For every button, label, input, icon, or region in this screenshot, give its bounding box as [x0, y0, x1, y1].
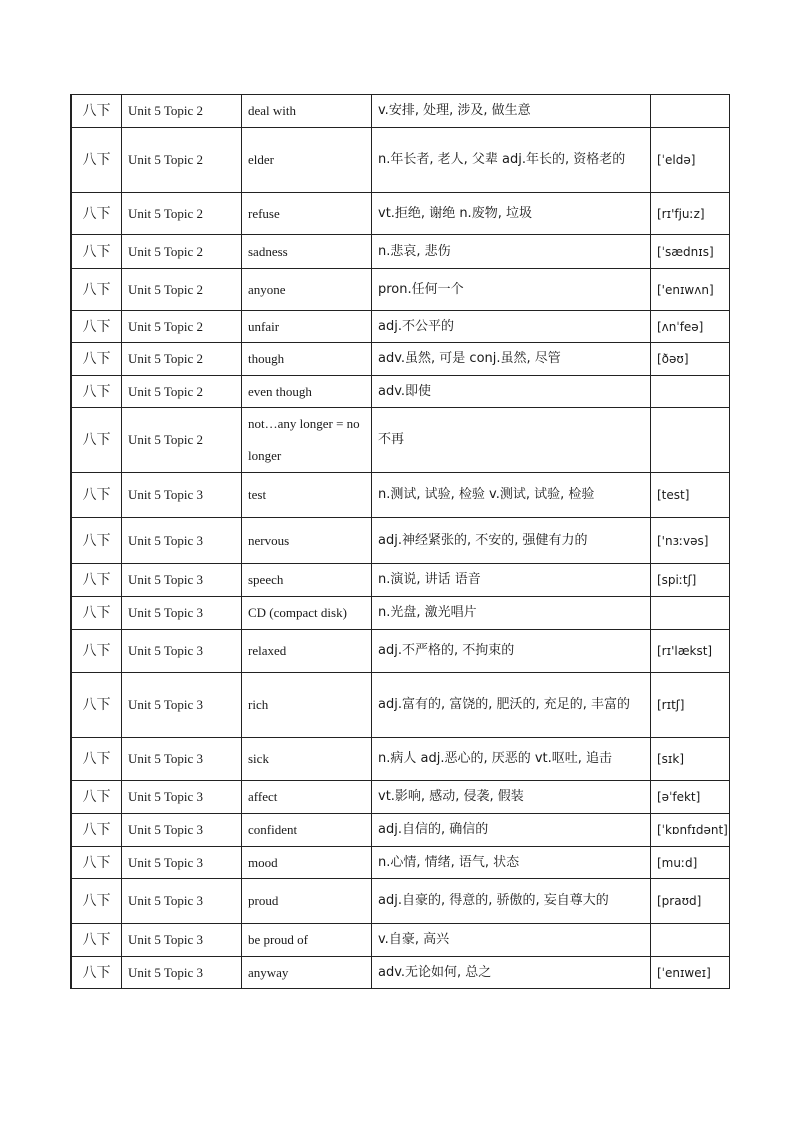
unit-cell: Unit 5 Topic 3 [122, 564, 242, 597]
word-cell: nervous [242, 518, 372, 564]
grade-cell: 八下 [71, 814, 122, 847]
unit-cell: Unit 5 Topic 2 [122, 193, 242, 235]
unit-cell: Unit 5 Topic 3 [122, 597, 242, 630]
table-row [71, 343, 730, 376]
grade-cell: 八下 [71, 235, 122, 269]
meaning-cell: adj.自豪的, 得意的, 骄傲的, 妄自尊大的 [372, 879, 651, 924]
grade-cell: 八下 [71, 673, 122, 738]
phonetic-cell: [sɪk] [651, 738, 730, 781]
meaning-cell: adj.神经紧张的, 不安的, 强健有力的 [372, 518, 651, 564]
phonetic-cell: [rɪ'fjuːz] [651, 193, 730, 235]
word-cell: even though [242, 376, 372, 408]
word-cell: test [242, 473, 372, 518]
word-cell: relaxed [242, 630, 372, 673]
word-cell: though [242, 343, 372, 376]
grade-cell: 八下 [71, 408, 122, 473]
meaning-cell: vt.影响, 感动, 侵袭, 假装 [372, 781, 651, 814]
table-row [71, 128, 730, 193]
grade-cell: 八下 [71, 376, 122, 408]
phonetic-cell: [spiːtʃ] [651, 564, 730, 597]
table-row [71, 781, 730, 814]
grade-cell: 八下 [71, 269, 122, 311]
phonetic-cell: [muːd] [651, 847, 730, 879]
phonetic-cell: ['nɜːvəs] [651, 518, 730, 564]
meaning-cell: v.安排, 处理, 涉及, 做生意 [372, 95, 651, 128]
phonetic-cell [651, 95, 730, 128]
grade-cell: 八下 [71, 738, 122, 781]
grade-cell: 八下 [71, 630, 122, 673]
phonetic-cell [651, 376, 730, 408]
word-cell: rich [242, 673, 372, 738]
grade-cell: 八下 [71, 193, 122, 235]
phonetic-cell: ['enɪwʌn] [651, 269, 730, 311]
grade-cell: 八下 [71, 473, 122, 518]
phonetic-cell: [ðəʊ] [651, 343, 730, 376]
table-row [71, 814, 730, 847]
table-row [71, 376, 730, 408]
word-cell: mood [242, 847, 372, 879]
vocabulary-table-body [71, 95, 730, 989]
grade-cell: 八下 [71, 311, 122, 343]
table-row [71, 564, 730, 597]
table-row [71, 311, 730, 343]
meaning-cell: adj.富有的, 富饶的, 肥沃的, 充足的, 丰富的 [372, 673, 651, 738]
word-cell: proud [242, 879, 372, 924]
table-row [71, 630, 730, 673]
unit-cell: Unit 5 Topic 2 [122, 376, 242, 408]
grade-cell: 八下 [71, 343, 122, 376]
grade-cell: 八下 [71, 564, 122, 597]
word-cell: sick [242, 738, 372, 781]
grade-cell: 八下 [71, 924, 122, 957]
meaning-cell: adv.即使 [372, 376, 651, 408]
meaning-cell: adj.不严格的, 不拘束的 [372, 630, 651, 673]
unit-cell: Unit 5 Topic 3 [122, 924, 242, 957]
table-row [71, 193, 730, 235]
table-row [71, 408, 730, 473]
unit-cell: Unit 5 Topic 2 [122, 408, 242, 473]
unit-cell: Unit 5 Topic 2 [122, 343, 242, 376]
unit-cell: Unit 5 Topic 3 [122, 673, 242, 738]
table-row [71, 738, 730, 781]
phonetic-cell: [ˈenɪweɪ] [651, 957, 730, 989]
unit-cell: Unit 5 Topic 2 [122, 95, 242, 128]
unit-cell: Unit 5 Topic 3 [122, 473, 242, 518]
table-row [71, 673, 730, 738]
word-cell: refuse [242, 193, 372, 235]
word-cell: anyway [242, 957, 372, 989]
meaning-cell: v.自豪, 高兴 [372, 924, 651, 957]
grade-cell: 八下 [71, 95, 122, 128]
word-cell: unfair [242, 311, 372, 343]
table-row [71, 235, 730, 269]
word-cell: sadness [242, 235, 372, 269]
phonetic-cell: [ˈsædnɪs] [651, 235, 730, 269]
word-cell: CD (compact disk) [242, 597, 372, 630]
meaning-cell: adj.不公平的 [372, 311, 651, 343]
meaning-cell: n.悲哀, 悲伤 [372, 235, 651, 269]
phonetic-cell [651, 597, 730, 630]
word-cell: not…any longer = no longer [242, 408, 372, 473]
unit-cell: Unit 5 Topic 3 [122, 879, 242, 924]
table-row [71, 957, 730, 989]
meaning-cell: 不再 [372, 408, 651, 473]
table-row [71, 473, 730, 518]
unit-cell: Unit 5 Topic 2 [122, 311, 242, 343]
unit-cell: Unit 5 Topic 2 [122, 269, 242, 311]
phonetic-cell: [test] [651, 473, 730, 518]
grade-cell: 八下 [71, 957, 122, 989]
meaning-cell: n.心情, 情绪, 语气, 状态 [372, 847, 651, 879]
unit-cell: Unit 5 Topic 2 [122, 235, 242, 269]
phonetic-cell: [ˈkɒnfɪdənt] [651, 814, 730, 847]
unit-cell: Unit 5 Topic 3 [122, 518, 242, 564]
meaning-cell: n.年长者, 老人, 父辈 adj.年长的, 资格老的 [372, 128, 651, 193]
word-cell: confident [242, 814, 372, 847]
unit-cell: Unit 5 Topic 2 [122, 128, 242, 193]
grade-cell: 八下 [71, 128, 122, 193]
table-row [71, 518, 730, 564]
phonetic-cell: [rɪtʃ] [651, 673, 730, 738]
phonetic-cell: [əˈfekt] [651, 781, 730, 814]
word-cell: deal with [242, 95, 372, 128]
grade-cell: 八下 [71, 781, 122, 814]
phonetic-cell: [praʊd] [651, 879, 730, 924]
table-row [71, 847, 730, 879]
grade-cell: 八下 [71, 847, 122, 879]
phonetic-cell: [ʌnˈfeə] [651, 311, 730, 343]
unit-cell: Unit 5 Topic 3 [122, 814, 242, 847]
meaning-cell: n.测试, 试验, 检验 v.测试, 试验, 检验 [372, 473, 651, 518]
phonetic-cell: [rɪ'lækst] [651, 630, 730, 673]
phonetic-cell [651, 924, 730, 957]
meaning-cell: adv.虽然, 可是 conj.虽然, 尽管 [372, 343, 651, 376]
meaning-cell: pron.任何一个 [372, 269, 651, 311]
grade-cell: 八下 [71, 879, 122, 924]
meaning-cell: adv.无论如何, 总之 [372, 957, 651, 989]
unit-cell: Unit 5 Topic 3 [122, 630, 242, 673]
word-cell: be proud of [242, 924, 372, 957]
grade-cell: 八下 [71, 518, 122, 564]
table-row [71, 879, 730, 924]
grade-cell: 八下 [71, 597, 122, 630]
phonetic-cell [651, 408, 730, 473]
meaning-cell: adj.自信的, 确信的 [372, 814, 651, 847]
unit-cell: Unit 5 Topic 3 [122, 957, 242, 989]
meaning-cell: n.演说, 讲话 语音 [372, 564, 651, 597]
table-row [71, 597, 730, 630]
word-cell: elder [242, 128, 372, 193]
unit-cell: Unit 5 Topic 3 [122, 847, 242, 879]
word-cell: affect [242, 781, 372, 814]
word-cell: speech [242, 564, 372, 597]
unit-cell: Unit 5 Topic 3 [122, 781, 242, 814]
table-row [71, 269, 730, 311]
meaning-cell: n.光盘, 激光唱片 [372, 597, 651, 630]
vocabulary-table [70, 94, 730, 989]
meaning-cell: vt.拒绝, 谢绝 n.废物, 垃圾 [372, 193, 651, 235]
phonetic-cell: [ˈeldə] [651, 128, 730, 193]
meaning-cell: n.病人 adj.恶心的, 厌恶的 vt.呕吐, 追击 [372, 738, 651, 781]
unit-cell: Unit 5 Topic 3 [122, 738, 242, 781]
table-row [71, 924, 730, 957]
table-row [71, 95, 730, 128]
word-cell: anyone [242, 269, 372, 311]
